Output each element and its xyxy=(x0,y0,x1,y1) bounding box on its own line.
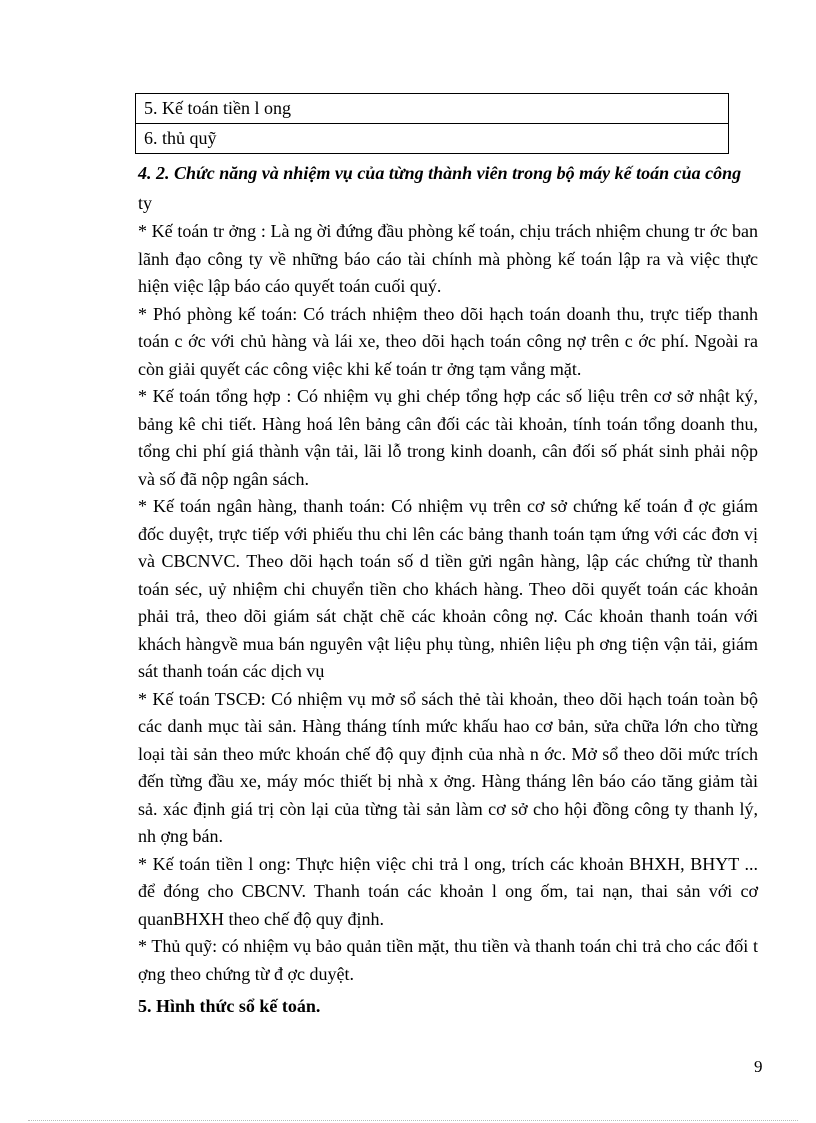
section-4-2-title: 4. 2. Chức năng và nhiệm vụ của từng thành viên trong bộ máy kế toán của công xyxy=(138,163,742,183)
paragraph-treasurer: * Thủ quỹ: có nhiệm vụ bảo quản tiền mặt, thu tiền và thanh toán chi trả cho các đối t ợng theo chứng từ đ ợc duyệt. xyxy=(138,936,758,984)
page-bottom-divider xyxy=(28,1120,798,1121)
table-row xyxy=(136,94,729,124)
paragraph-fixed-assets-accountant: * Kế toán TSCĐ: Có nhiệm vụ mở sổ sách thẻ tài khoản, theo dõi hạch toán toàn bộ các danh mục tài sản. Hàng tháng tính mức khấu hao cơ bản, sửa chữa lớn cho từng loại tài sản theo mức khoán chế độ quy định của nhà n ớc. Mở sổ theo dõi mức trích đến từng đầu xe, máy móc thiết bị nhà x ởng. Hàng tháng lên báo cáo tăng giảm tài sả. xác định giá trị còn lại của từng tài sản làm cơ sở cho hội đồng công ty thanh lý, nh ợng bán. xyxy=(138,688,758,846)
section-5-heading: 5. Hình thức sổ kế toán. xyxy=(138,996,321,1016)
paragraph-deputy-head: * Phó phòng kế toán: Có trách nhiệm theo dõi hạch toán doanh thu, trực tiếp thanh toán c ớc với chủ hàng và lái xe, theo dõi hạch toán công nợ trên c ớc phí. Ngoài ra còn giải quyết các công việc khi kế toán tr ởng tạm vắng mặt. xyxy=(138,303,758,379)
paragraph-chief-accountant: * Kế toán tr ởng : Là ng ời đứng đầu phòng kế toán, chịu trách nhiệm chung tr ớc ban lãnh đạo công ty về những báo cáo tài chính mà phòng kế toán lập ra và việc thực hiện việc lập báo cáo quyết toán cuối quý. xyxy=(138,221,758,296)
paragraph-bank-accountant: * Kế toán ngân hàng, thanh toán: Có nhiệm vụ trên cơ sở chứng kế toán đ ợc giám đốc duyệt, trực tiếp với phiếu thu chi lên các bảng thanh toán tạm ứng với các đơn vị và CBCNVC. Theo dõi hạch toán số d tiền gửi ngân hàng, lập các chứng từ thanh toán séc, uỷ nhiệm chi chuyển tiền cho khách hàng. Theo dõi quyết toán các khoản phải trả, theo dõi giám sát chặt chẽ các khoản công nợ. Các khoản thanh toán với khách hàngvề mua bán nguyên vật liệu phụ tùng, nhiên liệu ph ơng tiện vận tải, giám sát thanh toán các dịch vụ xyxy=(138,496,758,681)
table-cell: 6. thủ quỹ xyxy=(136,124,729,154)
document-body xyxy=(138,158,758,1021)
accounting-roles-table xyxy=(135,93,729,154)
page-number: 9 xyxy=(754,1057,763,1076)
paragraph-payroll-accountant: * Kế toán tiền l ong: Thực hiện việc chi trả l ong, trích các khoản BHXH, BHYT ... để đóng cho CBCNV. Thanh toán các khoản l ong ốm, tai nạn, thai sản với cơ quanBHXH theo chế độ quy định. xyxy=(138,853,758,929)
paragraph-general-accountant: * Kế toán tổng hợp : Có nhiệm vụ ghi chép tổng hợp các số liệu trên cơ sở nhật ký, bảng kê chi tiết. Hàng hoá lên bảng cân đối các tài khoản, tính toán tổng doanh thu, tổng chi phí giá thành vận tải, lãi lỗ trong kinh doanh, cân đối số phát sinh phải nộp và số đã nộp ngân sách. xyxy=(138,386,758,489)
section-4-2-heading xyxy=(138,158,758,218)
section-4-2-title-tail: ty xyxy=(138,193,153,213)
table-cell: 5. Kế toán tiền l ong xyxy=(136,94,729,124)
table-row xyxy=(136,124,729,154)
